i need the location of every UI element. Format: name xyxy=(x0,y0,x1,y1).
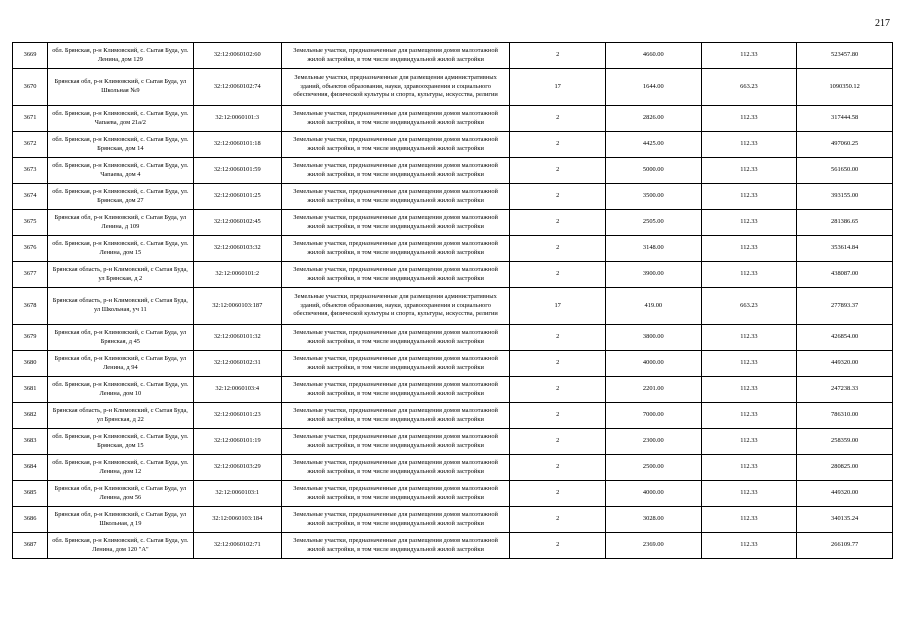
area-cell: 2500.00 xyxy=(606,455,702,481)
address-cell: Брянская обл, р-н Климовский, с Сытая Буда, ул Ленина, д 109 xyxy=(48,210,194,236)
permitted-use-cell: Земельные участки, предназначенные для размещения домов малоэтажной жилой застройки, в том числе индивидуальной жилой застройки xyxy=(281,210,510,236)
table-row xyxy=(13,106,893,132)
table-row xyxy=(13,455,893,481)
area-cell: 4425.00 xyxy=(606,132,702,158)
area-cell: 2369.00 xyxy=(606,533,702,559)
permitted-use-cell: Земельные участки, предназначенные для размещения домов малоэтажной жилой застройки, в том числе индивидуальной жилой застройки xyxy=(281,184,510,210)
row-number-cell: 3679 xyxy=(13,325,48,351)
land-registry-table xyxy=(12,42,893,559)
cadastral-value-cell: 561650.00 xyxy=(797,158,893,184)
cadastral-number-cell: 32:12:0060101:18 xyxy=(193,132,281,158)
address-cell: обл. Брянская, р-н Климовский, с. Сытая Буда, ул. Чапаева, дом 21а/2 xyxy=(48,106,194,132)
specific-value-cell: 112.33 xyxy=(701,158,797,184)
table-row xyxy=(13,351,893,377)
cadastral-number-cell: 32:12:0060103:29 xyxy=(193,455,281,481)
permitted-use-cell: Земельные участки, предназначенные для размещения домов малоэтажной жилой застройки, в том числе индивидуальной жилой застройки xyxy=(281,262,510,288)
cadastral-number-cell: 32:12:0060103:32 xyxy=(193,236,281,262)
table-row xyxy=(13,533,893,559)
row-number-cell: 3676 xyxy=(13,236,48,262)
specific-value-cell: 112.33 xyxy=(701,262,797,288)
row-number-cell: 3684 xyxy=(13,455,48,481)
specific-value-cell: 112.33 xyxy=(701,403,797,429)
specific-value-cell: 112.33 xyxy=(701,455,797,481)
permitted-use-cell: Земельные участки, предназначенные для размещения административных зданий, объектов образования, науки, здравоохранения и социального обеспечения, физической культуры и спорта, культуры, искусства, религии xyxy=(281,288,510,325)
cadastral-value-cell: 426854.00 xyxy=(797,325,893,351)
permitted-use-cell: Земельные участки, предназначенные для размещения домов малоэтажной жилой застройки, в том числе индивидуальной жилой застройки xyxy=(281,106,510,132)
use-category-cell: 2 xyxy=(510,403,606,429)
cadastral-number-cell: 32:12:0060101:23 xyxy=(193,403,281,429)
address-cell: обл. Брянская, р-н Климовский, с. Сытая Буда, ул. Ленина, дом 12 xyxy=(48,455,194,481)
address-cell: Брянская область, р-н Климовский, с Сытая Буда, ул Брянская, д 2 xyxy=(48,262,194,288)
address-cell: Брянская обл, р-н Климовский, с Сытая Буда, ул Ленина, д 94 xyxy=(48,351,194,377)
cadastral-value-cell: 266109.77 xyxy=(797,533,893,559)
area-cell: 2826.00 xyxy=(606,106,702,132)
address-cell: Брянская обл, р-н Климовский, с Сытая Буда, ул Брянская, д 45 xyxy=(48,325,194,351)
specific-value-cell: 112.33 xyxy=(701,184,797,210)
row-number-cell: 3680 xyxy=(13,351,48,377)
cadastral-number-cell: 32:12:0060102:60 xyxy=(193,43,281,69)
row-number-cell: 3686 xyxy=(13,507,48,533)
cadastral-number-cell: 32:12:0060101:3 xyxy=(193,106,281,132)
permitted-use-cell: Земельные участки, предназначенные для размещения административных зданий, объектов образования, науки, здравоохранения и социального обеспечения, физической культуры и спорта, культуры, искусства, религии xyxy=(281,69,510,106)
cadastral-value-cell: 281386.65 xyxy=(797,210,893,236)
table-row xyxy=(13,236,893,262)
area-cell: 1644.00 xyxy=(606,69,702,106)
address-cell: Брянская область, р-н Климовский, с Сытая Буда, ул Брянская, д 22 xyxy=(48,403,194,429)
use-category-cell: 2 xyxy=(510,132,606,158)
area-cell: 7000.00 xyxy=(606,403,702,429)
row-number-cell: 3682 xyxy=(13,403,48,429)
specific-value-cell: 112.33 xyxy=(701,106,797,132)
area-cell: 4660.00 xyxy=(606,43,702,69)
specific-value-cell: 112.33 xyxy=(701,351,797,377)
specific-value-cell: 112.33 xyxy=(701,236,797,262)
cadastral-value-cell: 340135.24 xyxy=(797,507,893,533)
permitted-use-cell: Земельные участки, предназначенные для размещения домов малоэтажной жилой застройки, в том числе индивидуальной жилой застройки xyxy=(281,507,510,533)
use-category-cell: 2 xyxy=(510,481,606,507)
use-category-cell: 2 xyxy=(510,429,606,455)
area-cell: 3900.00 xyxy=(606,262,702,288)
use-category-cell: 17 xyxy=(510,69,606,106)
permitted-use-cell: Земельные участки, предназначенные для размещения домов малоэтажной жилой застройки, в том числе индивидуальной жилой застройки xyxy=(281,533,510,559)
permitted-use-cell: Земельные участки, предназначенные для размещения домов малоэтажной жилой застройки, в том числе индивидуальной жилой застройки xyxy=(281,403,510,429)
cadastral-value-cell: 449320.00 xyxy=(797,351,893,377)
cadastral-value-cell: 317444.58 xyxy=(797,106,893,132)
cadastral-number-cell: 32:12:0060101:2 xyxy=(193,262,281,288)
table-row xyxy=(13,377,893,403)
use-category-cell: 2 xyxy=(510,351,606,377)
use-category-cell: 2 xyxy=(510,106,606,132)
specific-value-cell: 112.33 xyxy=(701,325,797,351)
cadastral-number-cell: 32:12:0060101:25 xyxy=(193,184,281,210)
use-category-cell: 2 xyxy=(510,184,606,210)
cadastral-number-cell: 32:12:0060101:59 xyxy=(193,158,281,184)
address-cell: обл. Брянская, р-н Климовский, с. Сытая Буда, ул. Ленина, дом 120 "А" xyxy=(48,533,194,559)
address-cell: Брянская обл, р-н Климовский, с Сытая Буда, ул Школьная №9 xyxy=(48,69,194,106)
use-category-cell: 2 xyxy=(510,507,606,533)
use-category-cell: 2 xyxy=(510,210,606,236)
table-row xyxy=(13,288,893,325)
table-row xyxy=(13,210,893,236)
cadastral-number-cell: 32:12:0060102:31 xyxy=(193,351,281,377)
address-cell: обл. Брянская, р-н Климовский, с. Сытая Буда, ул. Ленина, дом 10 xyxy=(48,377,194,403)
cadastral-number-cell: 32:12:0060101:32 xyxy=(193,325,281,351)
row-number-cell: 3670 xyxy=(13,69,48,106)
use-category-cell: 2 xyxy=(510,262,606,288)
permitted-use-cell: Земельные участки, предназначенные для размещения домов малоэтажной жилой застройки, в том числе индивидуальной жилой застройки xyxy=(281,481,510,507)
specific-value-cell: 112.33 xyxy=(701,429,797,455)
use-category-cell: 2 xyxy=(510,325,606,351)
row-number-cell: 3681 xyxy=(13,377,48,403)
row-number-cell: 3675 xyxy=(13,210,48,236)
cadastral-number-cell: 32:12:0060102:45 xyxy=(193,210,281,236)
registry-table-body xyxy=(13,43,893,559)
cadastral-number-cell: 32:12:0060103:187 xyxy=(193,288,281,325)
address-cell: Брянская обл, р-н Климовский, с Сытая Буда, ул Ленина, дом 56 xyxy=(48,481,194,507)
permitted-use-cell: Земельные участки, предназначенные для размещения домов малоэтажной жилой застройки, в том числе индивидуальной жилой застройки xyxy=(281,132,510,158)
cadastral-value-cell: 1090350.12 xyxy=(797,69,893,106)
area-cell: 5000.00 xyxy=(606,158,702,184)
row-number-cell: 3674 xyxy=(13,184,48,210)
table-row xyxy=(13,43,893,69)
address-cell: обл. Брянская, р-н Климовский, с. Сытая Буда, ул. Чапаева, дом 4 xyxy=(48,158,194,184)
table-row xyxy=(13,507,893,533)
specific-value-cell: 112.33 xyxy=(701,377,797,403)
cadastral-number-cell: 32:12:0060103:1 xyxy=(193,481,281,507)
page-number: 217 xyxy=(875,18,890,29)
permitted-use-cell: Земельные участки, предназначенные для размещения домов малоэтажной жилой застройки, в том числе индивидуальной жилой застройки xyxy=(281,236,510,262)
permitted-use-cell: Земельные участки, предназначенные для размещения домов малоэтажной жилой застройки, в том числе индивидуальной жилой застройки xyxy=(281,377,510,403)
specific-value-cell: 663.23 xyxy=(701,288,797,325)
area-cell: 3148.00 xyxy=(606,236,702,262)
cadastral-value-cell: 786310.00 xyxy=(797,403,893,429)
row-number-cell: 3678 xyxy=(13,288,48,325)
address-cell: обл. Брянская, р-н Климовский, с. Сытая Буда, ул. Ленина, дом 15 xyxy=(48,236,194,262)
table-row xyxy=(13,262,893,288)
table-row xyxy=(13,158,893,184)
permitted-use-cell: Земельные участки, предназначенные для размещения домов малоэтажной жилой застройки, в том числе индивидуальной жилой застройки xyxy=(281,351,510,377)
row-number-cell: 3685 xyxy=(13,481,48,507)
row-number-cell: 3669 xyxy=(13,43,48,69)
use-category-cell: 17 xyxy=(510,288,606,325)
permitted-use-cell: Земельные участки, предназначенные для размещения домов малоэтажной жилой застройки, в том числе индивидуальной жилой застройки xyxy=(281,429,510,455)
specific-value-cell: 663.23 xyxy=(701,69,797,106)
use-category-cell: 2 xyxy=(510,236,606,262)
area-cell: 3500.00 xyxy=(606,184,702,210)
table-row xyxy=(13,403,893,429)
area-cell: 4000.00 xyxy=(606,481,702,507)
permitted-use-cell: Земельные участки, предназначенные для размещения домов малоэтажной жилой застройки, в том числе индивидуальной жилой застройки xyxy=(281,455,510,481)
cadastral-value-cell: 258359.00 xyxy=(797,429,893,455)
specific-value-cell: 112.33 xyxy=(701,43,797,69)
cadastral-value-cell: 393155.00 xyxy=(797,184,893,210)
table-row xyxy=(13,429,893,455)
cadastral-value-cell: 523457.80 xyxy=(797,43,893,69)
specific-value-cell: 112.33 xyxy=(701,533,797,559)
row-number-cell: 3671 xyxy=(13,106,48,132)
area-cell: 3028.00 xyxy=(606,507,702,533)
cadastral-value-cell: 247238.33 xyxy=(797,377,893,403)
address-cell: обл. Брянская, р-н Климовский, с. Сытая Буда, ул. Ленина, дом 129 xyxy=(48,43,194,69)
permitted-use-cell: Земельные участки, предназначенные для размещения домов малоэтажной жилой застройки, в том числе индивидуальной жилой застройки xyxy=(281,158,510,184)
use-category-cell: 2 xyxy=(510,158,606,184)
row-number-cell: 3687 xyxy=(13,533,48,559)
specific-value-cell: 112.33 xyxy=(701,132,797,158)
cadastral-value-cell: 438087.00 xyxy=(797,262,893,288)
specific-value-cell: 112.33 xyxy=(701,210,797,236)
area-cell: 3800.00 xyxy=(606,325,702,351)
row-number-cell: 3683 xyxy=(13,429,48,455)
area-cell: 4000.00 xyxy=(606,351,702,377)
cadastral-value-cell: 277893.37 xyxy=(797,288,893,325)
use-category-cell: 2 xyxy=(510,455,606,481)
table-row xyxy=(13,481,893,507)
cadastral-number-cell: 32:12:0060103:184 xyxy=(193,507,281,533)
table-row xyxy=(13,69,893,106)
row-number-cell: 3673 xyxy=(13,158,48,184)
row-number-cell: 3677 xyxy=(13,262,48,288)
address-cell: обл. Брянская, р-н Климовский, с. Сытая Буда, ул. Брянская, дом 27 xyxy=(48,184,194,210)
address-cell: обл. Брянская, р-н Климовский, с. Сытая Буда, ул. Брянская, дом 15 xyxy=(48,429,194,455)
cadastral-value-cell: 353614.84 xyxy=(797,236,893,262)
row-number-cell: 3672 xyxy=(13,132,48,158)
table-row xyxy=(13,325,893,351)
area-cell: 2505.00 xyxy=(606,210,702,236)
use-category-cell: 2 xyxy=(510,377,606,403)
cadastral-value-cell: 449320.00 xyxy=(797,481,893,507)
cadastral-number-cell: 32:12:0060102:71 xyxy=(193,533,281,559)
area-cell: 2201.00 xyxy=(606,377,702,403)
cadastral-value-cell: 497060.25 xyxy=(797,132,893,158)
cadastral-number-cell: 32:12:0060103:4 xyxy=(193,377,281,403)
specific-value-cell: 112.33 xyxy=(701,481,797,507)
table-row xyxy=(13,132,893,158)
specific-value-cell: 112.33 xyxy=(701,507,797,533)
use-category-cell: 2 xyxy=(510,43,606,69)
permitted-use-cell: Земельные участки, предназначенные для размещения домов малоэтажной жилой застройки, в том числе индивидуальной жилой застройки xyxy=(281,325,510,351)
table-row xyxy=(13,184,893,210)
permitted-use-cell: Земельные участки, предназначенные для размещения домов малоэтажной жилой застройки, в том числе индивидуальной жилой застройки xyxy=(281,43,510,69)
address-cell: Брянская обл, р-н Климовский, с Сытая Буда, ул Школьная, д 19 xyxy=(48,507,194,533)
use-category-cell: 2 xyxy=(510,533,606,559)
cadastral-number-cell: 32:12:0060101:19 xyxy=(193,429,281,455)
address-cell: Брянская область, р-н Климовский, с Сытая Буда, ул Школьная, уч 11 xyxy=(48,288,194,325)
area-cell: 2300.00 xyxy=(606,429,702,455)
cadastral-number-cell: 32:12:0060102:74 xyxy=(193,69,281,106)
area-cell: 419.00 xyxy=(606,288,702,325)
cadastral-value-cell: 280825.00 xyxy=(797,455,893,481)
address-cell: обл. Брянская, р-н Климовский, с. Сытая Буда, ул. Брянская, дом 14 xyxy=(48,132,194,158)
